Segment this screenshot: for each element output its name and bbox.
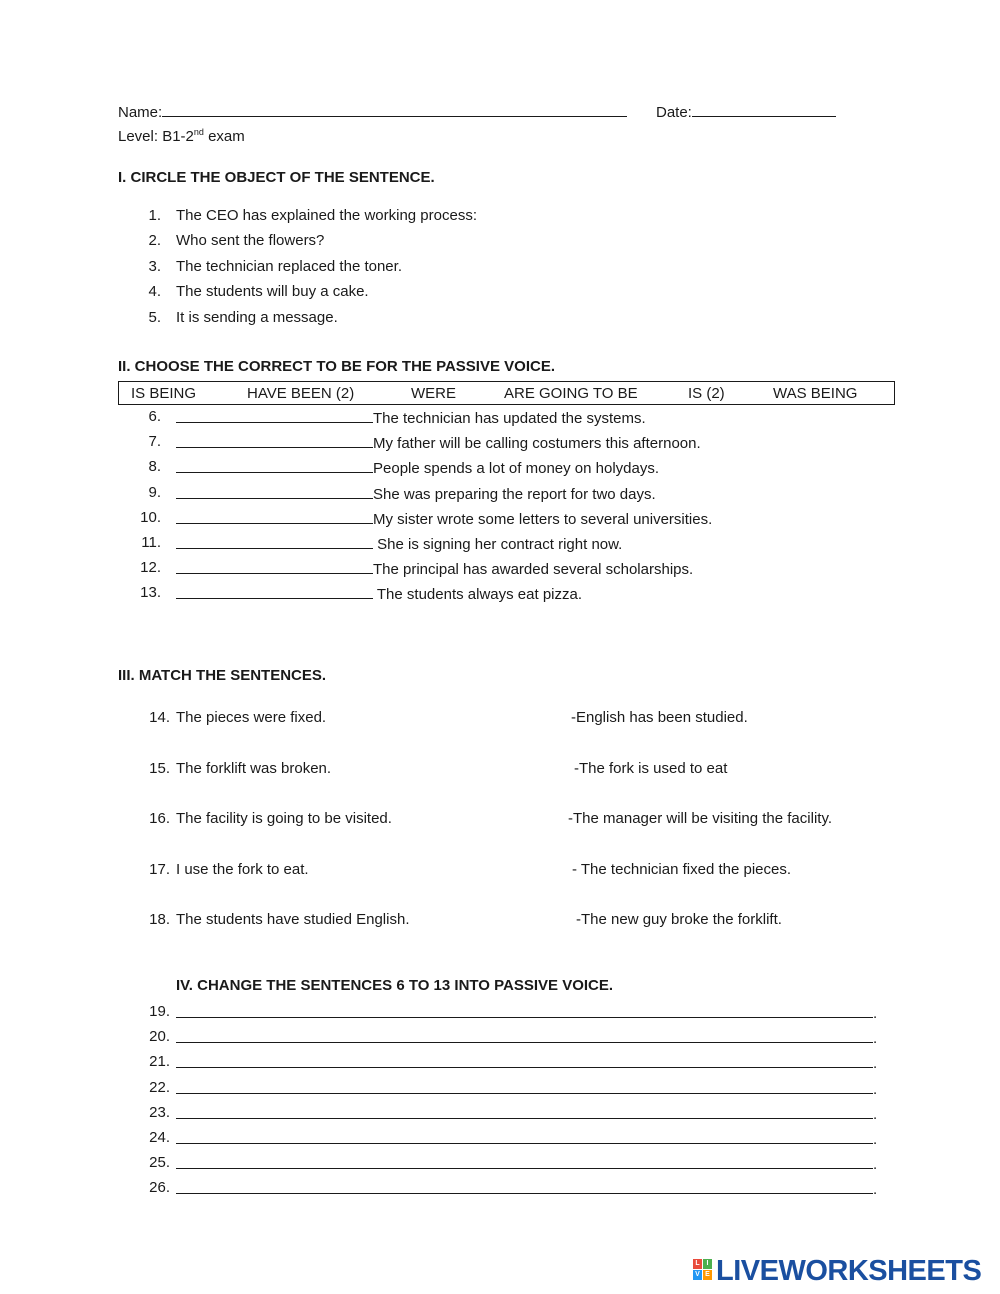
answer-line[interactable]	[176, 1053, 873, 1068]
answer-line[interactable]	[176, 1003, 873, 1018]
answer-row	[176, 1104, 877, 1123]
bank-word: HAVE BEEN (2)	[247, 385, 355, 402]
sentence: The technician has updated the systems.	[373, 410, 646, 427]
name-blank[interactable]	[162, 102, 627, 117]
item-number: 3.	[148, 257, 161, 275]
item-number: 17.	[149, 860, 170, 878]
sentence[interactable]: It is sending a message.	[176, 308, 338, 326]
item-number: 13.	[140, 584, 161, 602]
answer-row	[176, 1154, 877, 1173]
bank-word: WERE	[411, 385, 456, 402]
answer-line[interactable]	[176, 1129, 873, 1144]
sentence: The principal has awarded several scholarships.	[373, 561, 694, 579]
item-number: 4.	[148, 283, 161, 301]
period: .	[873, 1055, 878, 1073]
answer-line[interactable]	[176, 1179, 873, 1194]
sentence: The students always eat pizza.	[373, 586, 583, 604]
bank-word: IS (2)	[688, 385, 725, 402]
fill-row	[176, 484, 656, 503]
item-number: 7.	[148, 433, 161, 451]
item-number: 21.	[149, 1053, 170, 1071]
bank-word: ARE GOING TO BE	[504, 385, 638, 402]
answer-row	[176, 1179, 877, 1198]
sentence[interactable]: Who sent the flowers?	[176, 232, 325, 250]
item-number: 26.	[149, 1179, 170, 1197]
match-right[interactable]: - The technician fixed the pieces.	[572, 860, 792, 878]
answer-row	[176, 1129, 877, 1148]
match-left[interactable]: The pieces were fixed.	[176, 709, 327, 726]
match-right[interactable]: -The manager will be visiting the facility.	[568, 810, 832, 827]
item-number: 1.	[148, 207, 161, 224]
item-number: 5.	[148, 308, 161, 326]
period: .	[873, 1131, 878, 1148]
sentence[interactable]: The technician replaced the toner.	[176, 257, 402, 275]
period: .	[873, 1156, 878, 1174]
item-number: 20.	[149, 1028, 170, 1046]
sentence[interactable]: The students will buy a cake.	[176, 283, 369, 301]
section1-title: I. CIRCLE THE OBJECT OF THE SENTENCE.	[118, 169, 435, 186]
sentence[interactable]: The CEO has explained the working process:	[176, 207, 477, 224]
level-sup: nd	[193, 127, 204, 137]
sentence: My sister wrote some letters to several universities.	[373, 510, 713, 528]
word-bank	[118, 381, 895, 405]
bank-word: IS BEING	[131, 385, 197, 402]
match-left[interactable]: The forklift was broken.	[176, 759, 332, 777]
date-label: Date:	[656, 104, 692, 121]
name-label: Name:	[118, 104, 163, 121]
liveworksheets-logo[interactable]: LIVEWORKSHEETS	[716, 1255, 982, 1287]
fill-row	[176, 584, 582, 603]
item-number: 11.	[141, 534, 161, 551]
period: .	[873, 1005, 878, 1022]
period: .	[873, 1030, 878, 1048]
period: .	[873, 1181, 878, 1199]
match-left[interactable]: I use the fork to eat.	[176, 860, 309, 878]
match-right[interactable]: -The new guy broke the forklift.	[576, 911, 782, 928]
answer-row	[176, 1003, 877, 1022]
fill-row	[176, 408, 646, 427]
item-number: 23.	[149, 1103, 170, 1121]
answer-blank[interactable]	[176, 509, 373, 524]
sentence: People spends a lot of money on holydays.	[373, 460, 660, 478]
level-label: Level: B1-2	[118, 128, 194, 145]
fill-row	[176, 559, 693, 578]
fill-row	[176, 433, 701, 452]
answer-blank[interactable]	[176, 433, 373, 448]
period: .	[873, 1080, 878, 1098]
answer-blank[interactable]	[176, 484, 373, 499]
level-line	[118, 127, 245, 145]
section4-title: IV. CHANGE THE SENTENCES 6 TO 13 INTO PASSIVE VOICE.	[176, 977, 614, 994]
match-left[interactable]: The facility is going to be visited.	[176, 810, 392, 827]
item-number: 19.	[149, 1003, 170, 1020]
bank-word: WAS BEING	[773, 385, 858, 402]
answer-blank[interactable]	[176, 534, 373, 549]
item-number: 22.	[149, 1078, 170, 1096]
match-right[interactable]: -English has been studied.	[571, 709, 748, 726]
match-left[interactable]: The students have studied English.	[176, 911, 410, 928]
liveworksheets-logo-icon: L I V E	[693, 1259, 713, 1281]
item-number: 18.	[149, 911, 170, 928]
match-right[interactable]: -The fork is used to eat	[574, 759, 728, 777]
answer-line[interactable]	[176, 1154, 873, 1169]
level-suffix: exam	[203, 128, 245, 145]
date-row	[656, 102, 836, 121]
item-number: 10.	[140, 508, 161, 526]
answer-blank[interactable]	[176, 559, 373, 574]
fill-row	[176, 534, 622, 553]
sentence: My father will be calling costumers this afternoon.	[373, 435, 701, 453]
item-number: 14.	[149, 709, 170, 726]
date-blank[interactable]	[692, 102, 836, 117]
item-number: 24.	[149, 1129, 170, 1146]
name-row	[118, 102, 627, 121]
sentence: She is signing her contract right now.	[373, 536, 623, 553]
answer-row	[176, 1028, 877, 1047]
fill-row	[176, 458, 659, 477]
answer-blank[interactable]	[176, 408, 373, 423]
item-number: 16.	[149, 810, 170, 827]
section2-title: II. CHOOSE THE CORRECT TO BE FOR THE PASSIVE VOICE.	[118, 358, 555, 375]
answer-row	[176, 1053, 877, 1072]
fill-row	[176, 509, 712, 528]
item-number: 25.	[149, 1154, 170, 1172]
item-number: 8.	[148, 458, 161, 476]
sentence: She was preparing the report for two days.	[373, 485, 656, 503]
answer-blank[interactable]	[176, 458, 373, 473]
item-number: 12.	[140, 559, 161, 577]
answer-line[interactable]	[176, 1028, 873, 1043]
item-number: 9.	[148, 483, 161, 501]
period: .	[873, 1105, 878, 1123]
item-number: 15.	[149, 759, 170, 777]
item-number: 2.	[148, 232, 161, 250]
item-number: 6.	[148, 408, 161, 425]
answer-line[interactable]	[176, 1104, 873, 1119]
answer-line[interactable]	[176, 1079, 873, 1094]
answer-blank[interactable]	[176, 584, 373, 599]
answer-row	[176, 1079, 877, 1098]
section3-title: III. MATCH THE SENTENCES.	[118, 667, 327, 684]
